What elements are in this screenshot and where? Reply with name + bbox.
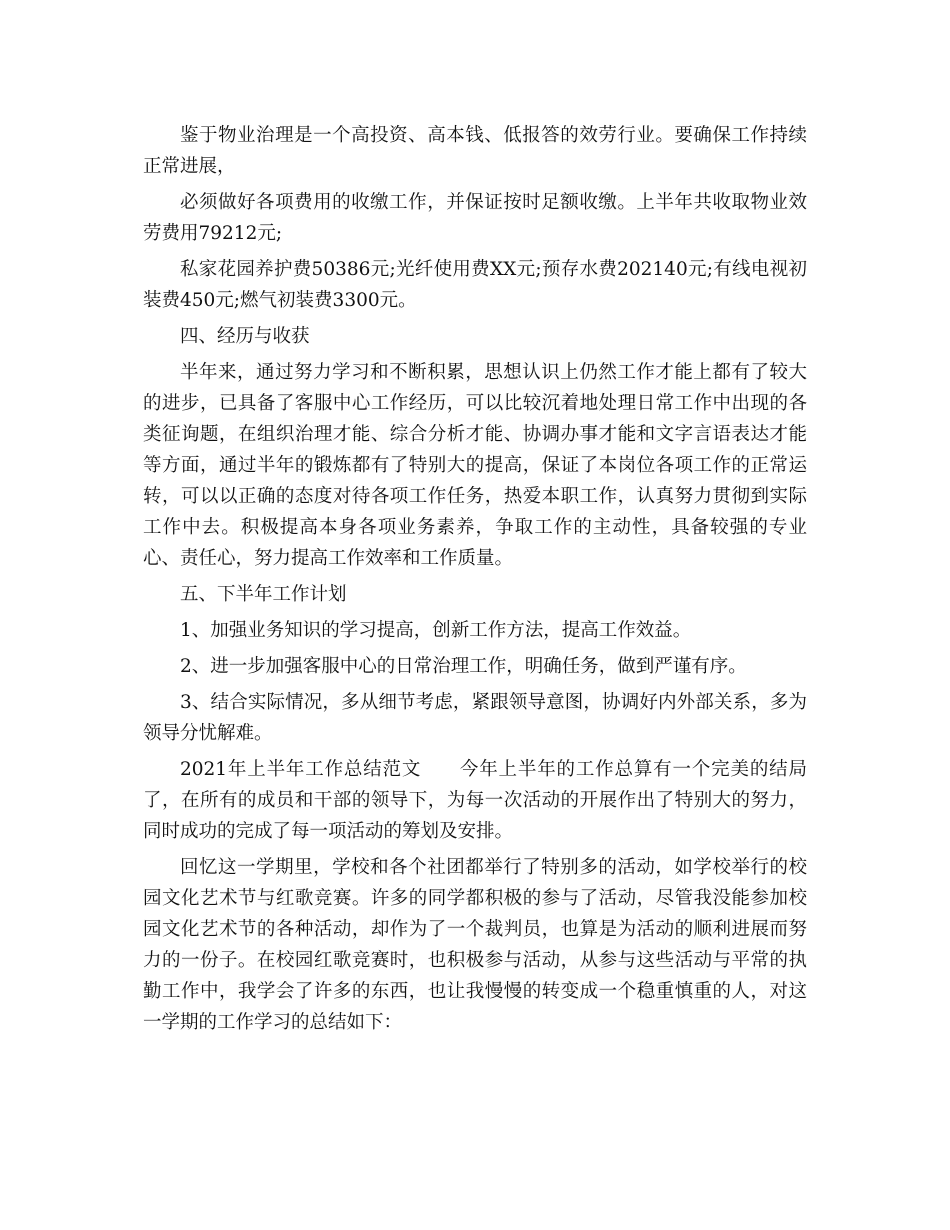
paragraph-semester-review: 回忆这一学期里，学校和各个社团都举行了特别多的活动，如学校举行的校园文化艺术节与红歌竞赛。许多的同学都积极的参与了活动，尽管我没能参加校园文化艺术节的各种活动，却作为了一个裁判员，也算是为活动的顺利进展而努力的一份子。在校园红歌竞赛时，也积极参与活动，从参与这些活动与平常的执勤工作中，我学会了许多的东西，也让我慢慢的转变成一个稳重慎重的人，对这一学期的工作学习的总结如下： [143,857,807,1033]
section-heading-plan: 五、下半年工作计划 [180,584,347,605]
plan-item-1: 1、加强业务知识的学习提高，创新工作方法，提高工作效益。 [180,620,692,641]
plan-item-2: 2、进一步加强客服中心的日常治理工作，明确任务，做到严谨有序。 [180,656,747,677]
section-heading-experience: 四、经历与收获 [180,326,310,347]
paragraph-fee-intro: 鉴于物业治理是一个高投资、高本钱、低报答的效劳行业。要确保工作持续正常进展， [143,125,807,177]
paragraph-summary-intro: 2021年上半年工作总结范文 今年上半年的工作总算有一个完美的结局了，在所有的成员和干部的领导下，为每一次活动的开展作出了特别大的努力，同时成功的完成了每一项活动的筹划及安排。 [143,759,807,842]
paragraph-fee-collection: 必须做好各项费用的收缴工作，并保证按时足额收缴。上半年共收取物业效劳费用79212元; [143,192,807,244]
paragraph-experience: 半年来，通过努力学习和不断积累，思想认识上仍然工作才能上都有了较大的进步，已具备了客服中心工作经历，可以比较沉着地处理日常工作中出现的各类征询题，在组织治理才能、综合分析才能、协调办事才能和文字言语表达才能等方面，通过半年的锻炼都有了特别大的提高，保证了本岗位各项工作的正常运转，可以以正确的态度对待各项工作任务，热爱本职工作，认真努力贯彻到实际工作中去。积极提高本身各项业务素养，争取工作的主动性，具备较强的专业心、责任心，努力提高工作效率和工作质量。 [143,362,807,569]
document-body [143,120,807,1038]
plan-item-3: 3、结合实际情况，多从细节考虑，紧跟领导意图，协调好内外部关系，多为领导分忧解难。 [143,692,807,744]
paragraph-fee-details: 私家花园养护费50386元;光纤使用费XX元;预存水费202140元;有线电视初装费450元;燃气初装费3300元。 [143,259,807,311]
